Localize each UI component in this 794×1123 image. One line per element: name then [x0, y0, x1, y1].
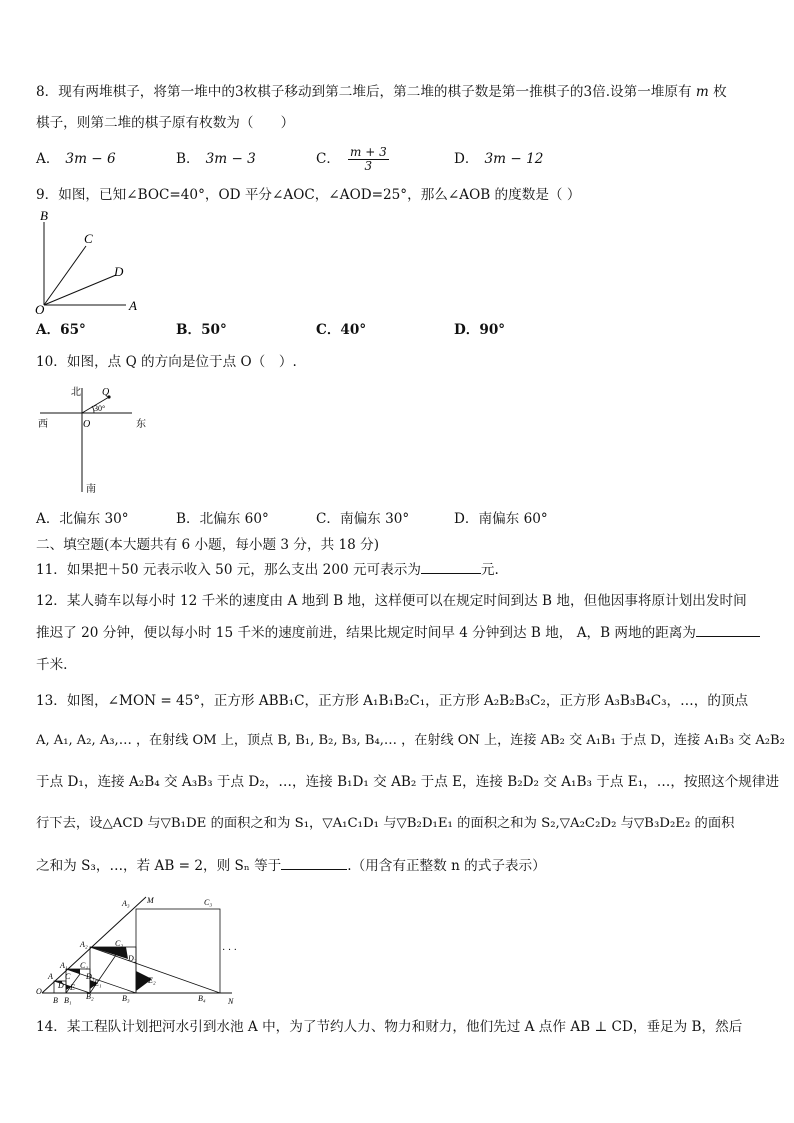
- label-a: A: [129, 298, 137, 313]
- q8-option-c-fraction: [348, 146, 389, 173]
- q10-compass-figure: [36, 380, 156, 495]
- q13-line2: A, A₁, A₂, A₃,… ，在射线 OM 上，顶点 B, B₁, B₂, B₃, B₄,… ，在射线 ON 上，连接 AB₂ 交 A₁B₁ 于点 D，连接 A₁B₃ 交 A₂B₂: [36, 733, 785, 748]
- east-label: 东: [136, 419, 146, 430]
- q9-option-d: D．90°: [454, 322, 506, 338]
- label-a: A: [48, 972, 53, 981]
- q9-angle-figure: [34, 208, 144, 316]
- q9-option-c: C．40°: [316, 322, 367, 338]
- q14-line1: 14．某工程队计划把河水引到水池 A 中，为了节约人力、物力和财力，他们先过 A 点作 AB ⊥ CD，垂足为 B，然后: [36, 1019, 743, 1035]
- q9-option-b: B．50°: [176, 322, 227, 338]
- label-o: O: [35, 302, 45, 316]
- q10-option-a: A．北偏东 30°: [36, 511, 129, 527]
- q13-line1: 13．如图，∠MON = 45°，正方形 ABB₁C，正方形 A₁B₁B₂C₁，正方形 A₂B₂B₃C₂，正方形 A₃B₃B₄C₃，…，的顶点: [36, 693, 749, 709]
- q8-option-d: D． 3m − 12: [454, 151, 544, 167]
- q13-squares-figure: [36, 893, 246, 1008]
- q13-text: 之和为 S₃，…，若 AB = 2，则 Sₙ 等于: [36, 858, 282, 874]
- q12-line3: 千米.: [36, 657, 68, 673]
- q-label: Q: [102, 387, 110, 398]
- q10-text: 10．如图，点 Q 的方向是位于点 O（ ）.: [36, 354, 297, 370]
- q11-text: 11．如果把＋50 元表示收入 50 元，那么支出 200 元可表示为: [36, 562, 421, 578]
- q8-text: 8．现有两堆棋子，将第一堆中的3枚棋子移动到第二堆后，第二堆的棋子数是第一推棋子的3倍.设第一堆原有: [36, 84, 692, 100]
- angle-label: 30°: [94, 404, 106, 413]
- q13-line5: [36, 857, 546, 875]
- label-c2: C₂: [115, 939, 124, 948]
- label-c: C: [84, 231, 93, 246]
- fraction-numerator: m + 3: [350, 144, 387, 159]
- label-c3: C₃: [204, 898, 213, 907]
- west-label: 西: [38, 419, 48, 430]
- q10-option-d: D．南偏东 60°: [454, 511, 548, 527]
- label-b: B: [40, 208, 48, 223]
- label-b2: B₂: [86, 992, 94, 1001]
- south-label: 南: [86, 484, 96, 495]
- q13-answer-blank: [281, 869, 347, 870]
- label-d: D: [114, 264, 124, 279]
- label-d2: D₂: [128, 954, 137, 963]
- q10-option-c: C．南偏东 30°: [316, 511, 410, 527]
- label-b3: B₃: [122, 994, 130, 1003]
- label-c1: C₁: [80, 961, 89, 970]
- q13-line3: 于点 D₁，连接 A₂B₄ 交 A₃B₃ 于点 D₂，…，连接 B₁D₁ 交 AB₂ 于点 E，连接 B₂D₂ 交 A₁B₃ 于点 E₁，…，按照这个规律进: [36, 774, 780, 790]
- q8-option-d-expr: 3m − 12: [484, 151, 544, 167]
- label-e1: E₁: [94, 979, 102, 988]
- label-a1: A₁: [60, 961, 68, 970]
- label-a3: A₃: [122, 899, 130, 908]
- label-d: D: [58, 981, 64, 990]
- north-label: 北: [71, 387, 81, 398]
- label-d1: D₁: [86, 972, 95, 981]
- q8-line2: 棋子，则第二堆的棋子原有枚数为（ ）: [36, 115, 295, 131]
- q8-option-c: C． $\frac{m + 3}{3}$: [316, 144, 387, 173]
- ellipsis: · · ·: [222, 945, 237, 956]
- label-m: M: [147, 896, 154, 905]
- q8-text-end: 枚: [713, 84, 727, 100]
- q13-line4: 行下去，设△ACD 与▽B₁DE 的面积之和为 S₁，▽A₁C₁D₁ 与▽B₂D₁E₁ 的面积之和为 S₂,▽A₂C₂D₂ 与▽B₃D₂E₂ 的面积: [36, 816, 735, 831]
- label-e: E: [70, 983, 75, 992]
- label-b1: B₁: [64, 996, 72, 1005]
- q9-text: 9．如图，已知∠BOC=40°，OD 平分∠AOC，∠AOD=25°，那么∠AOB 的度数是（ ）: [36, 187, 581, 203]
- q11-answer-blank: [421, 573, 481, 574]
- q12-text: 推迟了 20 分钟，便以每小时 15 千米的速度前进，结果比规定时间早 4 分钟到达 B 地， A，B 两地的距离为: [36, 625, 696, 641]
- q8-option-a-expr: 3m − 6: [65, 151, 116, 167]
- label-b: B: [53, 996, 58, 1005]
- q11-line: [36, 561, 499, 579]
- q12-line1: 12．某人骑车以每小时 12 千米的速度由 A 地到 B 地，这样便可以在规定时间到达 B 地，但他因事将原计划出发时间: [36, 593, 747, 609]
- section-heading: 二、填空题(本大题共有 6 小题，每小题 3 分，共 18 分): [36, 537, 380, 553]
- origin-label: O: [83, 419, 91, 430]
- q10-option-b: B．北偏东 60°: [176, 511, 269, 527]
- q8-option-b-expr: 3m − 3: [205, 151, 256, 167]
- q9-option-a: A．65°: [36, 322, 86, 338]
- label-b4: B₄: [198, 994, 206, 1003]
- q8-var-m: m: [695, 84, 709, 100]
- q12-line2: [36, 624, 760, 642]
- q8-option-b: B． 3m − 3: [176, 151, 256, 167]
- label-e2: E₂: [148, 976, 156, 985]
- q13-text-end: .（用含有正整数 n 的式子表示）: [347, 858, 546, 874]
- q12-answer-blank: [696, 636, 760, 637]
- fraction-denominator: 3: [364, 158, 373, 173]
- q11-text-end: 元.: [480, 562, 499, 578]
- q8-line1: [36, 83, 727, 101]
- label-n: N: [228, 997, 234, 1006]
- label-a2: A₂: [80, 940, 88, 949]
- q8-option-a: A． 3m − 6: [36, 151, 116, 167]
- label-o: O: [36, 987, 42, 996]
- label-c: C: [65, 972, 71, 981]
